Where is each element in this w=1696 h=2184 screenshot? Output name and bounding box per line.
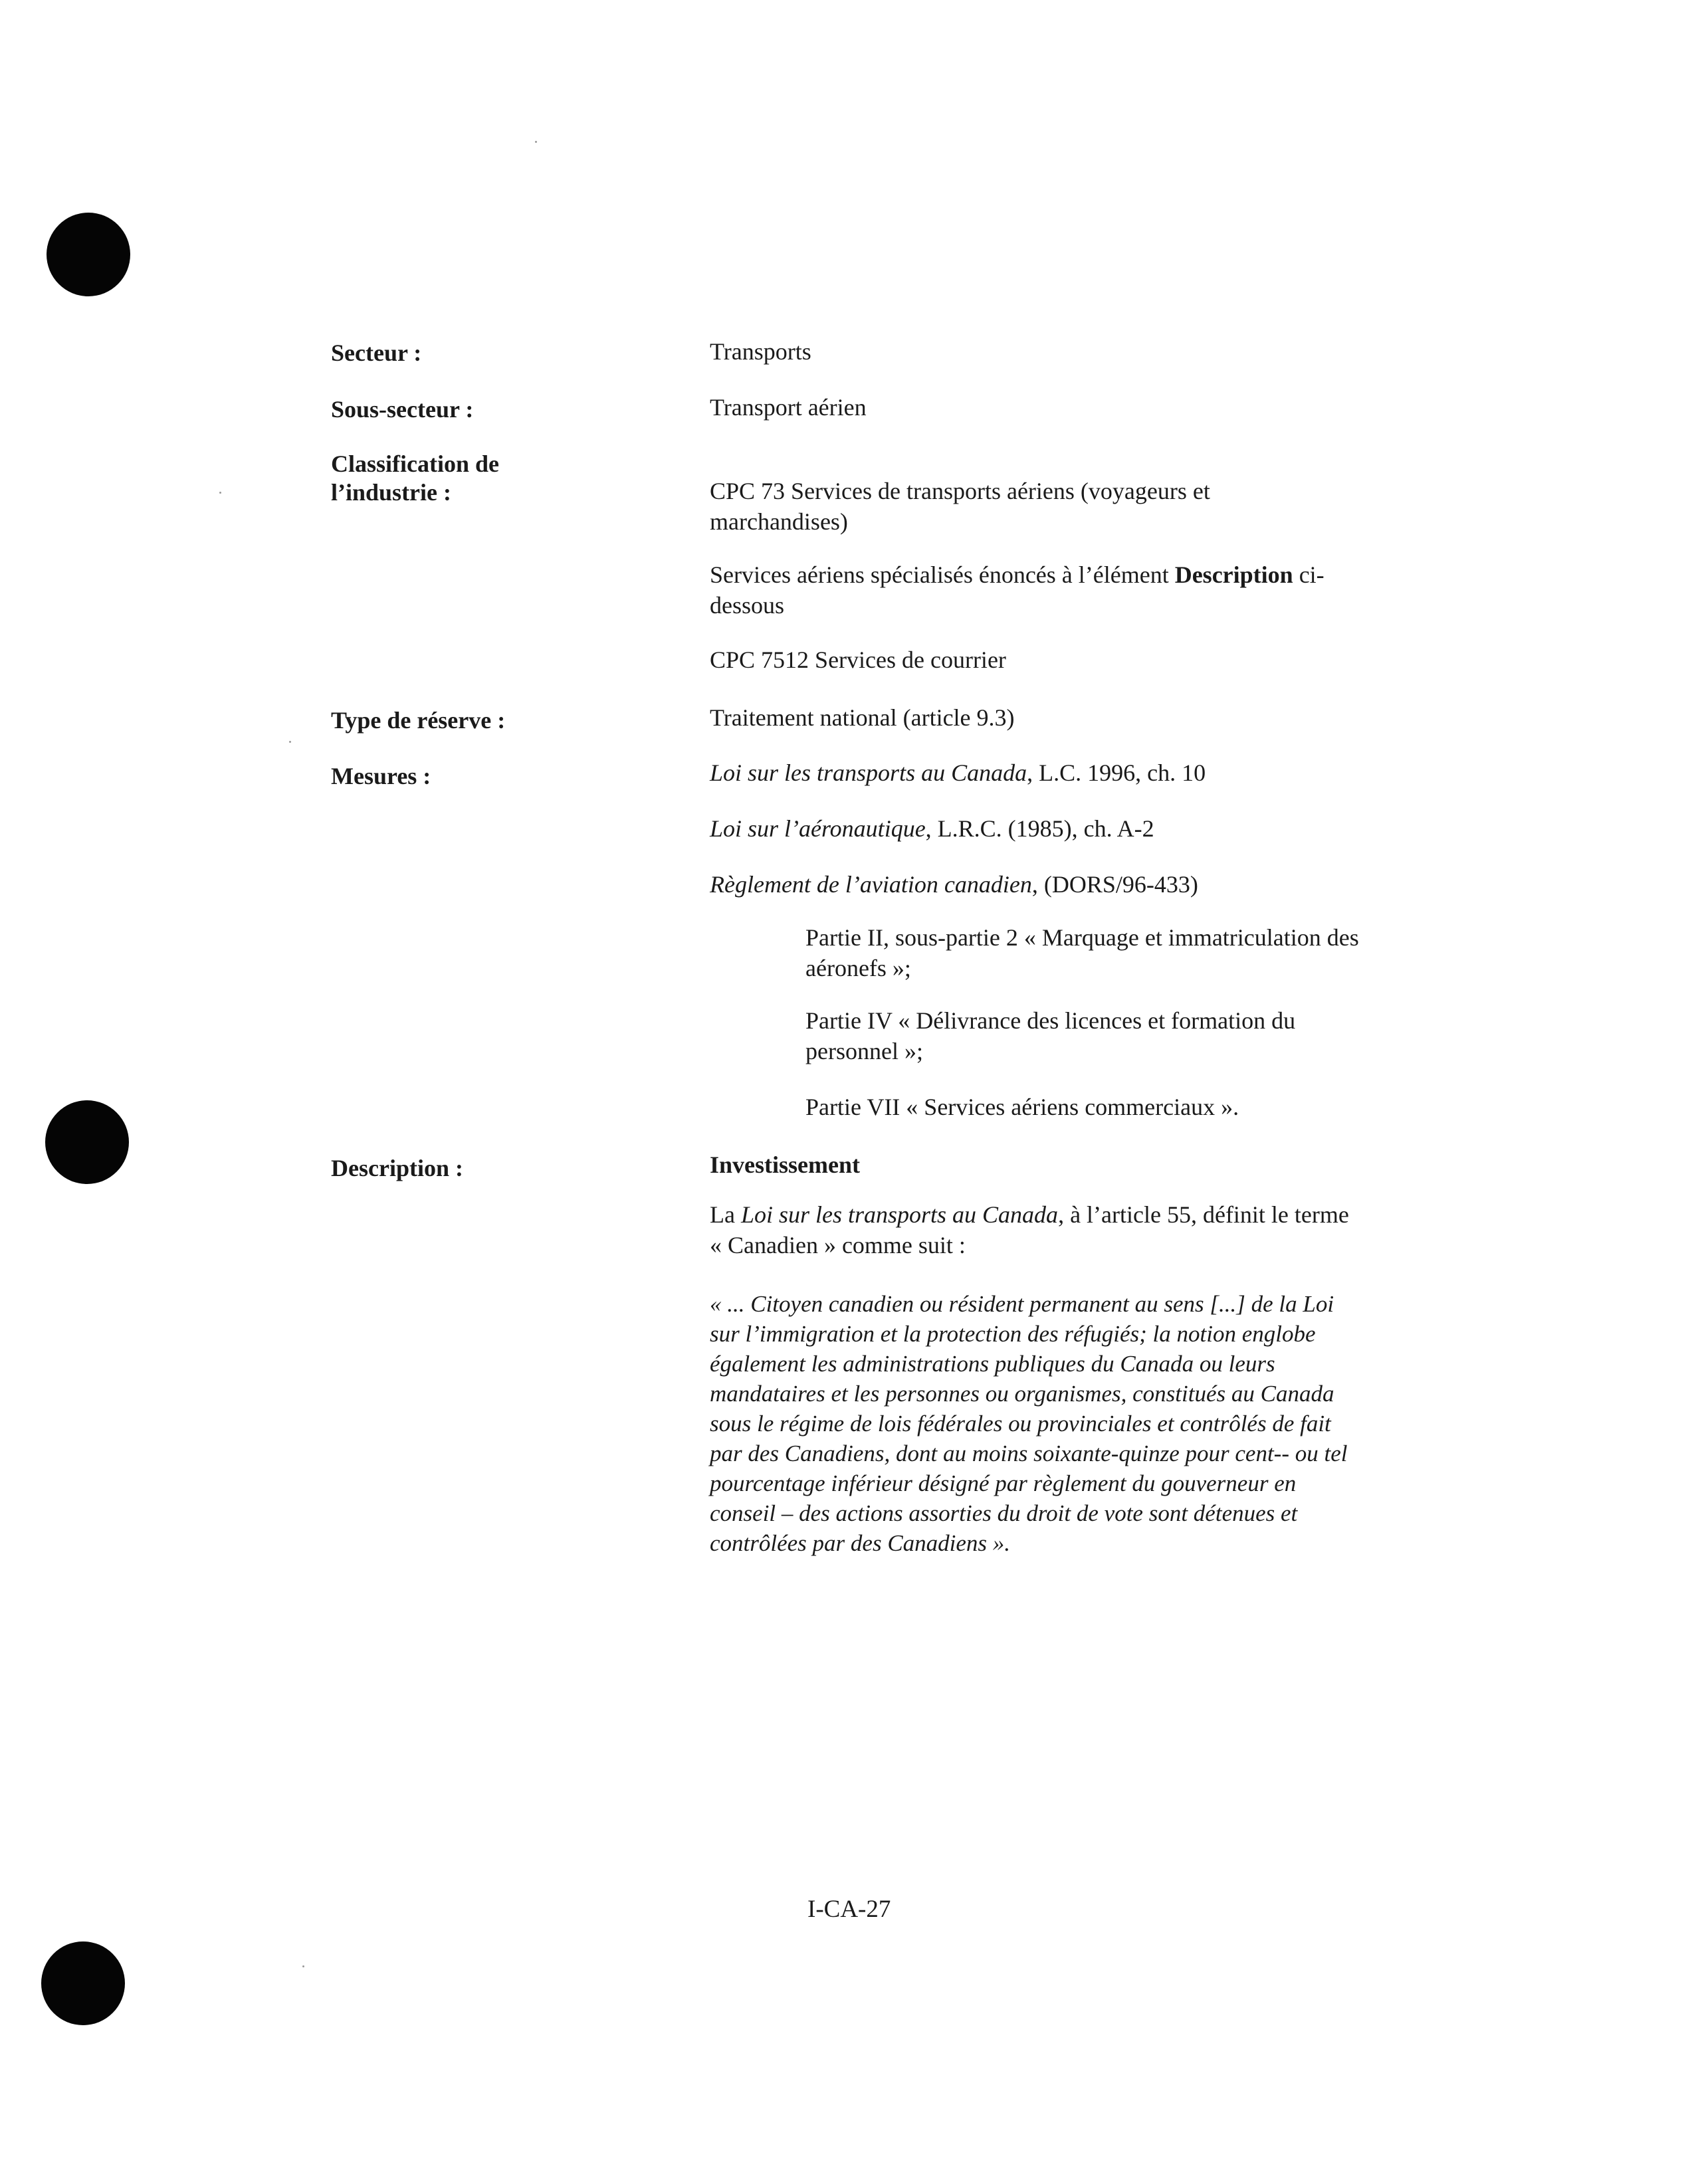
mesure-partie-4: Partie IV « Délivrance des licences et formation du personnel »; [805, 1007, 1296, 1064]
scan-speck [219, 492, 221, 494]
value-classification-cpc73: CPC 73 Services de transports aériens (voyageurs et marchandises) [710, 478, 1210, 535]
description-quote: « ... Citoyen canadien ou résident permanent au sens [...] de la Loi sur l’immigration et la protection des réfugiés; la notion englobe également les administrations publiques du Canada ou leurs mandataires et les personnes ou organismes, constitués au Canada sous le régime de lois fédérales ou provinciales et contrôlés de fait par des Canadiens, dont au moins soixante-quinze pour cent-- ou tel pourcentage inférieur désigné par règlement du gouverneur en conseil – des actions assorties du droit de vote sont détenues et contrôlées par des Canadiens ». [710, 1291, 1348, 1556]
mesure-partie-7: Partie VII « Services aériens commerciaux ». [805, 1094, 1239, 1120]
mesure-loi-transports: Loi sur les transports au Canada, L.C. 1996, ch. 10 [710, 759, 1206, 786]
label-sous-secteur: Sous-secteur : [331, 396, 474, 423]
value-secteur: Transports [710, 338, 811, 365]
value-sous-secteur: Transport aérien [710, 394, 867, 421]
binder-hole-middle [45, 1100, 129, 1184]
description-intro: La Loi sur les transports au Canada, à l’article 55, définit le terme « Canadien » comme suit : [710, 1201, 1349, 1258]
value-classification-cpc7512: CPC 7512 Services de courrier [710, 646, 1006, 673]
scan-speck [289, 741, 291, 743]
label-description: Description : [331, 1155, 463, 1181]
binder-hole-bottom [41, 1941, 125, 2025]
label-type-reserve: Type de réserve : [331, 707, 506, 734]
heading-investissement: Investissement [710, 1151, 860, 1178]
binder-hole-top [47, 213, 130, 296]
label-secteur: Secteur : [331, 340, 422, 366]
label-classification: Classification de l’industrie : [331, 450, 500, 506]
mesure-partie-2: Partie II, sous-partie 2 « Marquage et immatriculation des aéronefs »; [805, 924, 1359, 981]
label-mesures: Mesures : [331, 763, 431, 789]
page-number: I-CA-27 [807, 1896, 891, 1923]
mesure-reglement-aviation: Règlement de l’aviation canadien, (DORS/96-433) [710, 871, 1198, 898]
value-classification-services-specialises: Services aériens spécialisés énoncés à l’élément Description ci-dessous [710, 561, 1325, 619]
value-type-reserve: Traitement national (article 9.3) [710, 704, 1015, 731]
scan-speck [535, 141, 537, 143]
mesure-loi-aeronautique: Loi sur l’aéronautique, L.R.C. (1985), ch. A-2 [710, 815, 1154, 842]
scan-speck [302, 1965, 304, 1967]
